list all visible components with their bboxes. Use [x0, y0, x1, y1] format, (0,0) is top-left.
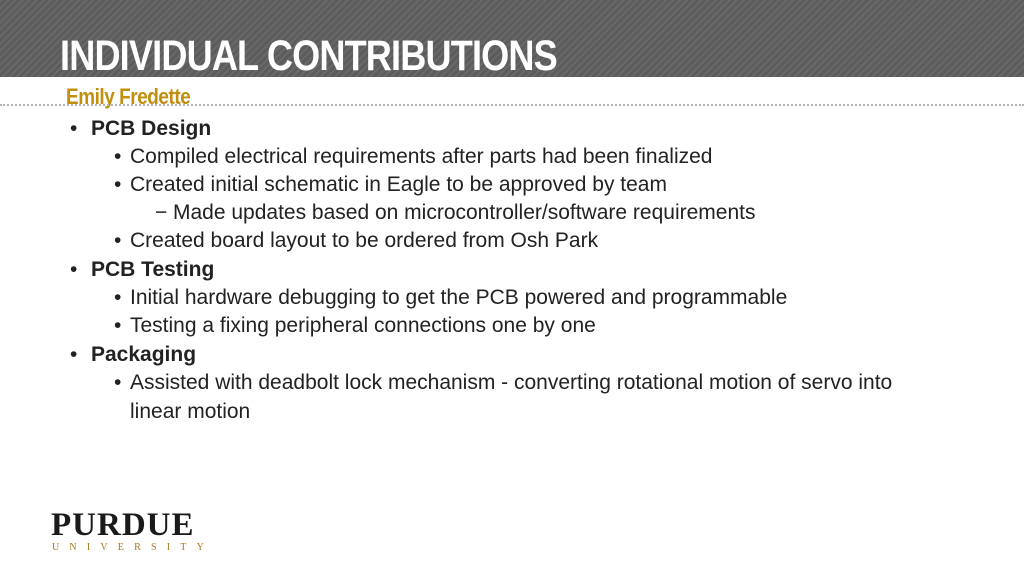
list-item [114, 285, 787, 311]
section-heading-packaging [70, 342, 196, 368]
list-item-text: linear motion [130, 400, 251, 423]
bullet-icon: • [70, 117, 78, 140]
section-heading-label: PCB Testing [91, 258, 215, 281]
list-item [114, 228, 598, 254]
slide-subtitle: Emily Fredette [66, 84, 191, 109]
sub-list-item-text: Made updates based on microcontroller/software requirements [173, 201, 756, 224]
bullet-icon: • [114, 286, 122, 309]
list-item-text: Created board layout to be ordered from Osh Park [130, 229, 599, 252]
list-item [114, 313, 596, 339]
section-heading-pcb-testing [70, 257, 214, 283]
list-item-continuation [130, 399, 250, 425]
bullet-icon: • [114, 229, 122, 252]
dotted-divider [0, 104, 1024, 106]
bullet-icon: • [114, 371, 122, 394]
bullet-icon: • [70, 343, 78, 366]
list-item [114, 172, 667, 198]
bullet-icon: • [114, 314, 122, 337]
list-item-text: Compiled electrical requirements after parts had been finalized [130, 145, 713, 168]
logo-subline: UNIVERSITY [52, 542, 214, 553]
section-heading-pcb-design [70, 116, 211, 142]
sub-list-item [155, 200, 755, 226]
list-item-text: Testing a fixing peripheral connections one by one [130, 314, 596, 337]
bullet-icon: • [70, 258, 78, 281]
subtitle-container [66, 84, 211, 110]
bullet-icon: • [114, 145, 122, 168]
list-item [114, 370, 892, 396]
slide-title: INDIVIDUAL CONTRIBUTIONS [60, 32, 557, 80]
bullet-icon: • [114, 173, 122, 196]
section-heading-label: Packaging [91, 343, 197, 366]
section-heading-label: PCB Design [91, 117, 212, 140]
list-item-text: Initial hardware debugging to get the PCB powered and programmable [130, 286, 788, 309]
list-item-text: Assisted with deadbolt lock mechanism - converting rotational motion of servo into [130, 371, 893, 394]
purdue-logo [51, 508, 227, 554]
logo-wordmark: PURDUE [51, 507, 195, 543]
list-item [114, 144, 712, 170]
dash-icon: − [155, 201, 168, 224]
list-item-text: Created initial schematic in Eagle to be approved by team [130, 173, 667, 196]
